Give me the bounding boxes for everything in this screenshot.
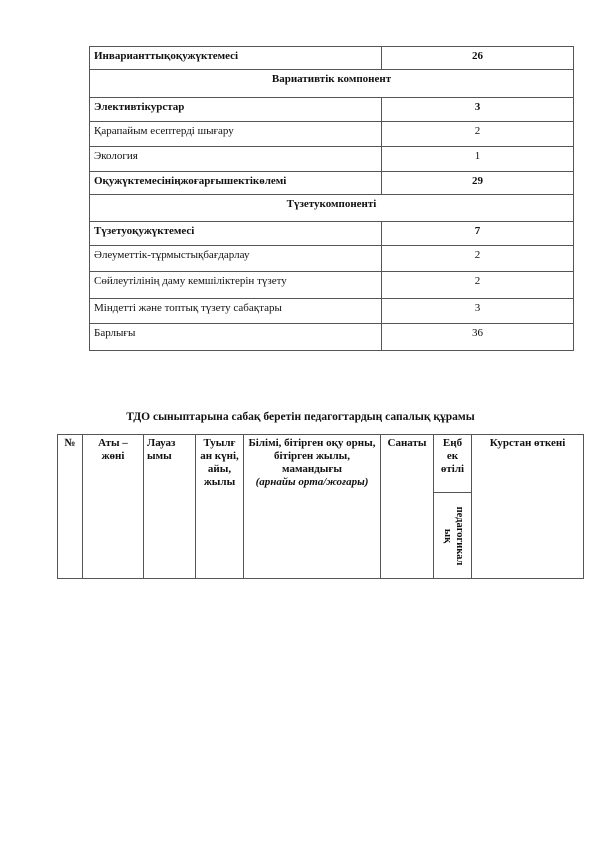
section-label: Вариативтік компонент [90, 70, 574, 98]
row-value: 2 [382, 272, 574, 299]
header-category: Санаты [381, 435, 434, 579]
header-name: Аты – жөні [83, 435, 144, 579]
header-position: Лауаз ымы [144, 435, 196, 579]
row-value: 36 [382, 324, 574, 351]
table-row [90, 272, 574, 299]
education-note: (арнайы орта/жоғары) [255, 476, 369, 488]
header-birth: Туылғ ан күні, айы, жылы [196, 435, 244, 579]
row-value: 26 [382, 47, 574, 70]
header-experience: Еңб ек өтілі [434, 435, 472, 493]
table-row [90, 147, 574, 172]
row-label: Міндетті және топтық түзету сабақтары [90, 299, 382, 324]
section-row [90, 195, 574, 222]
table-row [90, 299, 574, 324]
row-label: Қарапайым есептерді шығару [90, 122, 382, 147]
header-num: № [58, 435, 83, 579]
curriculum-table [89, 46, 574, 351]
row-label: Түзетуоқужүктемесі [90, 222, 382, 246]
table-row [90, 222, 574, 246]
header-experience-pedagogical: педагогикал ық [434, 493, 472, 579]
row-label: Элективтікурстар [90, 98, 382, 122]
row-value: 3 [382, 299, 574, 324]
staff-table-title: ТДО сыныптарына сабақ беретін педагогтардың сапалық құрамы [126, 411, 475, 423]
header-education [244, 435, 381, 579]
row-label: Оқужүктемесініңжоғарғышектікөлемі [90, 172, 382, 195]
section-row [90, 70, 574, 98]
row-value: 1 [382, 147, 574, 172]
row-label: Әлеуметтік-тұрмыстықбағдарлау [90, 246, 382, 272]
row-value: 7 [382, 222, 574, 246]
table-row [90, 122, 574, 147]
header-courses: Курстан өткені [472, 435, 584, 579]
row-label: Инварианттықоқужүктемесі [90, 47, 382, 70]
row-value: 3 [382, 98, 574, 122]
table-row [90, 324, 574, 351]
row-value: 2 [382, 246, 574, 272]
table-row [90, 172, 574, 195]
section-label: Түзетукомпоненті [90, 195, 574, 222]
row-label: Сөйлеутілінің даму кемшіліктерін түзету [90, 272, 382, 299]
row-value: 2 [382, 122, 574, 147]
row-label: Экология [90, 147, 382, 172]
row-value: 29 [382, 172, 574, 195]
row-label: Барлығы [90, 324, 382, 351]
table-row [90, 47, 574, 70]
staff-table [57, 434, 584, 579]
table-row [90, 98, 574, 122]
education-main: Білімі, бітірген оқу орны, бітірген жылы, мамандығы [248, 437, 376, 475]
table-row [90, 246, 574, 272]
